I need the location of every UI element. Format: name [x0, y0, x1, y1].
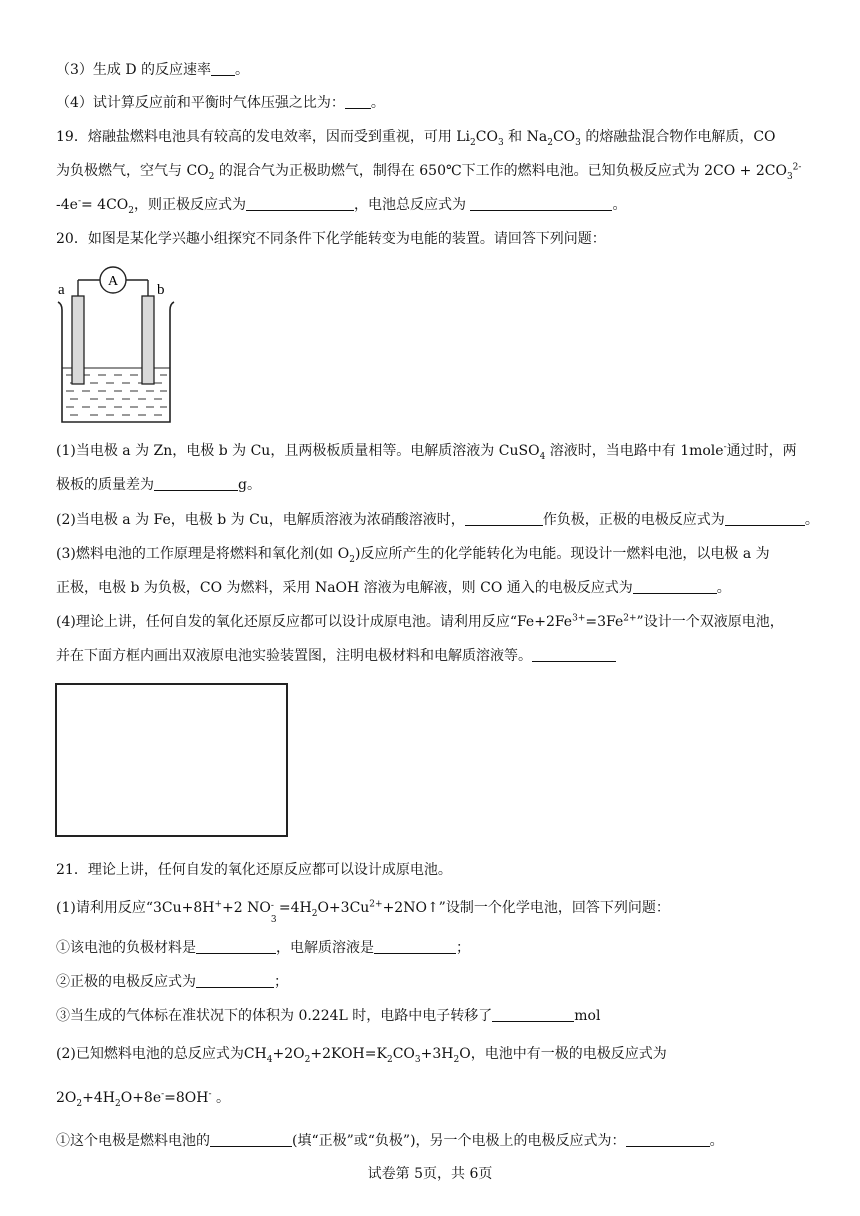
answer-blank[interactable] — [246, 196, 354, 211]
q19-line2: 为负极燃气，空气与 $CO_2$ 的混合气为正极助燃气，制得在 650℃下工作的燃料电池。已知负极反应式为 $2CO + 2CO_3^{2-}$ — [56, 162, 802, 182]
electrode-b — [142, 296, 154, 384]
answer-blank[interactable] — [725, 511, 805, 526]
q21-item2: ②正极的电极反应式为 ； — [56, 974, 288, 990]
ammeter-label: A — [107, 274, 119, 289]
answer-blank[interactable] — [470, 196, 612, 211]
electrode-b-label: b — [157, 282, 165, 298]
q20-part3-line1: (3)燃料电池的工作原理是将燃料和氧化剂(如 $O_2$)反应所产生的化学能转化为电能。现设计一燃料电池，以电极 a 为 — [56, 546, 770, 565]
electrode-a — [72, 296, 84, 384]
page-footer: 试卷第 5页，共 6页 — [367, 1166, 493, 1182]
answer-blank[interactable] — [532, 647, 616, 662]
q21-intro: 21．理论上讲，任何自发的氧化还原反应都可以设计成原电池。 — [56, 862, 452, 878]
q21-item-d1: ①这个电极是燃料电池的 (填“正极”或“负极”)，另一个电极上的电极反应式为： 。 — [56, 1133, 724, 1149]
q19-line1: 19．熔融盐燃料电池具有较高的发电效率，因而受到重视，可用 $Li_2CO_3$ 和 $Na_2CO_3$ 的熔融盐混合物作电解质，CO — [56, 129, 776, 148]
answer-blank[interactable] — [492, 1007, 574, 1022]
answer-blank[interactable] — [345, 94, 371, 109]
q20-part1-line2: 极板的质量差为 g。 — [56, 477, 261, 493]
q20-part4-line2: 并在下面方框内画出双液原电池实验装置图，注明电极材料和电解质溶液等。 — [56, 646, 616, 666]
answer-blank[interactable] — [374, 939, 456, 954]
answer-blank[interactable] — [196, 939, 276, 954]
answer-blank[interactable] — [154, 476, 238, 491]
q18-part3: （3）生成 D 的反应速率 。 — [56, 62, 250, 78]
answer-blank[interactable] — [465, 511, 543, 526]
answer-blank[interactable] — [211, 61, 235, 76]
q20-intro: 20．如图是某化学兴趣小组探究不同条件下化学能转变为电能的装置。请回答下列问题： — [56, 231, 606, 247]
q21-equation: $2O_2+4H_2O+8e^-=8OH^-$ 。 — [56, 1089, 230, 1109]
galvanic-cell-diagram — [50, 262, 180, 430]
answer-blank[interactable] — [626, 1132, 710, 1147]
q19-line3: $-4e^-= 4CO_2$，则正极反应式为 ，电池总反应式为 。 — [56, 196, 627, 216]
answer-blank[interactable] — [633, 579, 717, 594]
q21-item1: ①该电池的负极材料是 ，电解质溶液是 ； — [56, 940, 470, 956]
q20-part4-line1: (4)理论上讲，任何自发的氧化还原反应都可以设计成原电池。请利用反应“$Fe+2Fe^{3+}=3Fe^{2+}$”设计一个双液原电池， — [56, 613, 784, 630]
q21-part1: (1)请利用反应“3Cu+8H++2 NO - 3 $=4H_2O+3Cu^{2+}+2NO↑$”设制一个化学电池，回答下列问题： — [56, 899, 670, 925]
answer-blank[interactable] — [210, 1132, 292, 1147]
q21-part2: (2)已知燃料电池的总反应式为$CH_4+2O_2+2KOH=K_2CO_3+3H_2O$，电池中有一极的电极反应式为 — [56, 1046, 667, 1065]
q18-part4: （4）试计算反应前和平衡时气体压强之比为： 。 — [56, 95, 385, 111]
q21-item3: ③当生成的气体标在准状况下的体积为 0.224L 时，电路中电子转移了 mol — [56, 1008, 601, 1024]
q20-part1-line1: (1)当电极 a 为 Zn，电极 b 为 Cu，且两极板质量相等。电解质溶液为 CuSO$_4$ 溶液时，当电路中有 1mole-通过时，两 — [56, 442, 797, 462]
answer-blank[interactable] — [196, 973, 274, 988]
drawing-answer-box[interactable] — [55, 683, 288, 837]
q20-part3-line2: 正极，电极 b 为负极，CO 为燃料，采用 NaOH 溶液为电解液，则 CO 通入的电极反应式为 。 — [56, 580, 731, 596]
electrode-a-label: a — [58, 282, 65, 298]
q20-part2: (2)当电极 a 为 Fe，电极 b 为 Cu，电解质溶液为浓硝酸溶液时， 作负极，正极的电极反应式为 。 — [56, 512, 819, 528]
